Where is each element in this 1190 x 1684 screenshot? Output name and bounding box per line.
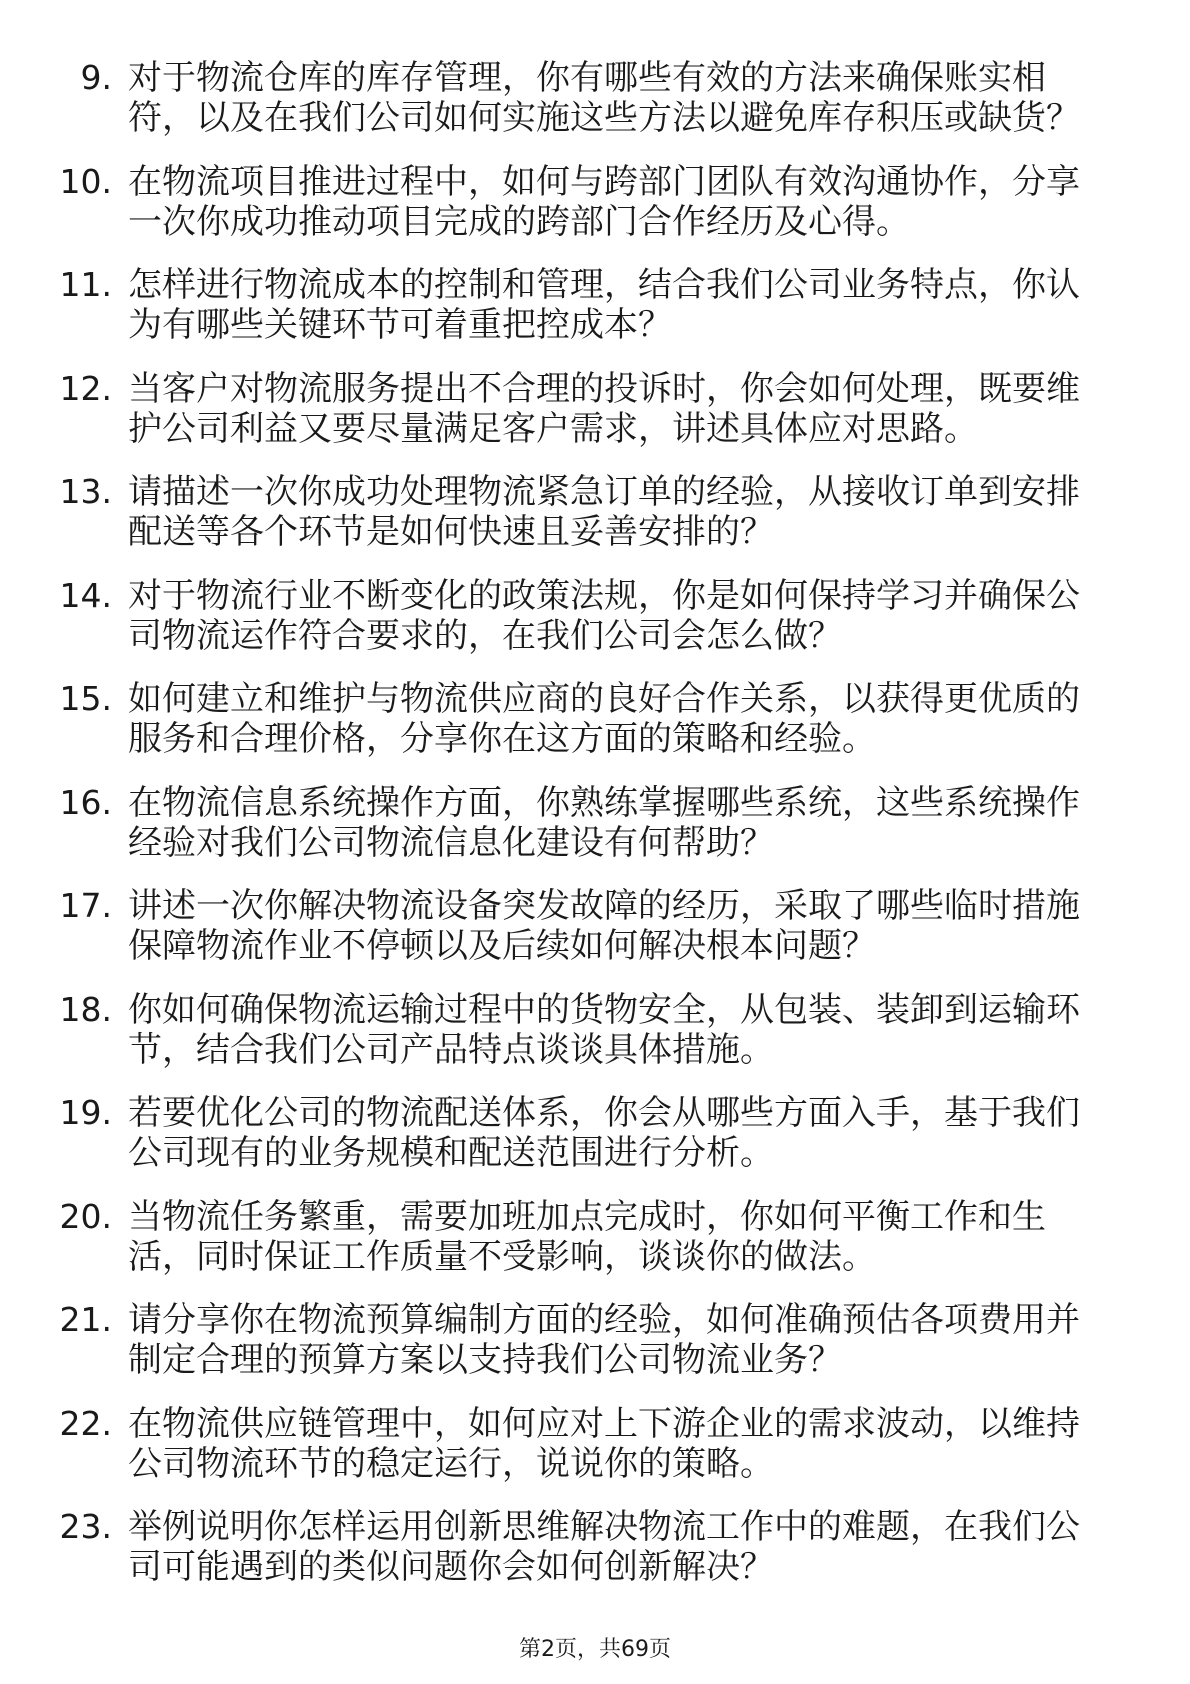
question-number: 21. [59, 1300, 112, 1339]
question-item [0, 1300, 1190, 1380]
question-item [0, 990, 1190, 1070]
question-text [128, 1197, 1128, 1277]
question-text [128, 1300, 1128, 1380]
question-text-line: 请分享你在物流预算编制方面的经验，如何准确预估各项费用并 [128, 1300, 1080, 1340]
question-text-line: 节，结合我们公司产品特点谈谈具体措施。 [128, 1029, 774, 1070]
question-text [128, 886, 1128, 966]
question-item [0, 1197, 1190, 1277]
question-text-line: 为有哪些关键环节可着重把控成本？ [128, 305, 672, 345]
question-text [128, 58, 1128, 138]
page-footer [0, 1636, 1190, 1664]
question-item [0, 58, 1190, 138]
question-text-line: 当物流任务繁重，需要加班加点完成时，你如何平衡工作和生 [128, 1196, 1046, 1237]
question-number: 18. [59, 989, 112, 1029]
question-number: 13. [59, 472, 112, 511]
question-text-line: 请描述一次你成功处理物流紧急订单的经验，从接收订单到安排 [128, 472, 1080, 512]
question-item [0, 886, 1190, 966]
question-item [0, 1093, 1190, 1173]
question-item [0, 1404, 1190, 1484]
question-number: 15. [59, 679, 112, 718]
question-text-line: 在物流信息系统操作方面，你熟练掌握哪些系统，这些系统操作 [128, 782, 1080, 823]
question-number: 20. [59, 1196, 112, 1236]
question-text-line: 对于物流仓库的库存管理，你有哪些有效的方法来确保账实相 [128, 58, 1046, 98]
question-number: 9. [80, 58, 112, 97]
question-text-line: 在物流供应链管理中，如何应对上下游企业的需求波动，以维持 [128, 1403, 1080, 1444]
question-text-line: 当客户对物流服务提出不合理的投诉时，你会如何处理，既要维 [128, 368, 1080, 409]
question-number: 14. [59, 575, 112, 615]
question-text-line: 保障物流作业不停顿以及后续如何解决根本问题？ [128, 926, 876, 966]
question-number: 23. [59, 1507, 112, 1546]
question-text-line: 对于物流行业不断变化的政策法规，你是如何保持学习并确保公 [128, 575, 1080, 616]
question-item [0, 576, 1190, 656]
question-text-line: 护公司利益又要尽量满足客户需求，讲述具体应对思路。 [128, 408, 978, 449]
question-text-line: 活，同时保证工作质量不受影响，谈谈你的做法。 [128, 1236, 876, 1277]
question-number: 11. [59, 265, 112, 304]
question-text [128, 576, 1128, 656]
question-text [128, 990, 1128, 1070]
question-text [128, 1093, 1128, 1173]
question-text-line: 司物流运作符合要求的，在我们公司会怎么做？ [128, 615, 842, 656]
question-text-line: 讲述一次你解决物流设备突发故障的经历，采取了哪些临时措施 [128, 886, 1080, 926]
question-text-line: 制定合理的预算方案以支持我们公司物流业务？ [128, 1340, 842, 1380]
question-item [0, 1507, 1190, 1587]
question-item [0, 265, 1190, 345]
question-text [128, 472, 1128, 552]
question-text-line: 在物流项目推进过程中，如何与跨部门团队有效沟通协作，分享 [128, 161, 1080, 202]
question-text-line: 经验对我们公司物流信息化建设有何帮助？ [128, 822, 774, 863]
question-item [0, 162, 1190, 242]
question-text-line: 配送等各个环节是如何快速且妥善安排的？ [128, 512, 774, 552]
question-text-line: 符，以及在我们公司如何实施这些方法以避免库存积压或缺货？ [128, 98, 1080, 138]
question-number: 10. [59, 161, 112, 201]
question-text [128, 162, 1128, 242]
question-text [128, 1507, 1128, 1587]
page-indicator: 第2页，共69页 [519, 1637, 671, 1662]
question-text [128, 369, 1128, 449]
question-text-line: 若要优化公司的物流配送体系，你会从哪些方面入手，基于我们 [128, 1093, 1080, 1133]
question-list [0, 58, 1190, 1611]
question-text-line: 服务和合理价格，分享你在这方面的策略和经验。 [128, 719, 876, 759]
question-text-line: 你如何确保物流运输过程中的货物安全，从包装、装卸到运输环 [128, 989, 1080, 1030]
question-number: 17. [59, 886, 112, 925]
question-item [0, 783, 1190, 863]
question-item [0, 472, 1190, 552]
question-number: 22. [59, 1403, 112, 1443]
question-item [0, 679, 1190, 759]
question-text [128, 783, 1128, 863]
question-text [128, 1404, 1128, 1484]
question-text-line: 如何建立和维护与物流供应商的良好合作关系，以获得更优质的 [128, 679, 1080, 719]
question-text-line: 一次你成功推动项目完成的跨部门合作经历及心得。 [128, 201, 910, 242]
question-item [0, 369, 1190, 449]
question-text-line: 举例说明你怎样运用创新思维解决物流工作中的难题，在我们公 [128, 1507, 1080, 1547]
question-text-line: 司可能遇到的类似问题你会如何创新解决？ [128, 1547, 774, 1587]
question-number: 12. [59, 368, 112, 408]
question-text [128, 679, 1128, 759]
question-number: 16. [59, 782, 112, 822]
question-text [128, 265, 1128, 345]
question-text-line: 公司现有的业务规模和配送范围进行分析。 [128, 1133, 774, 1173]
question-text-line: 怎样进行物流成本的控制和管理，结合我们公司业务特点，你认 [128, 265, 1080, 305]
question-text-line: 公司物流环节的稳定运行，说说你的策略。 [128, 1443, 774, 1484]
question-number: 19. [59, 1093, 112, 1132]
